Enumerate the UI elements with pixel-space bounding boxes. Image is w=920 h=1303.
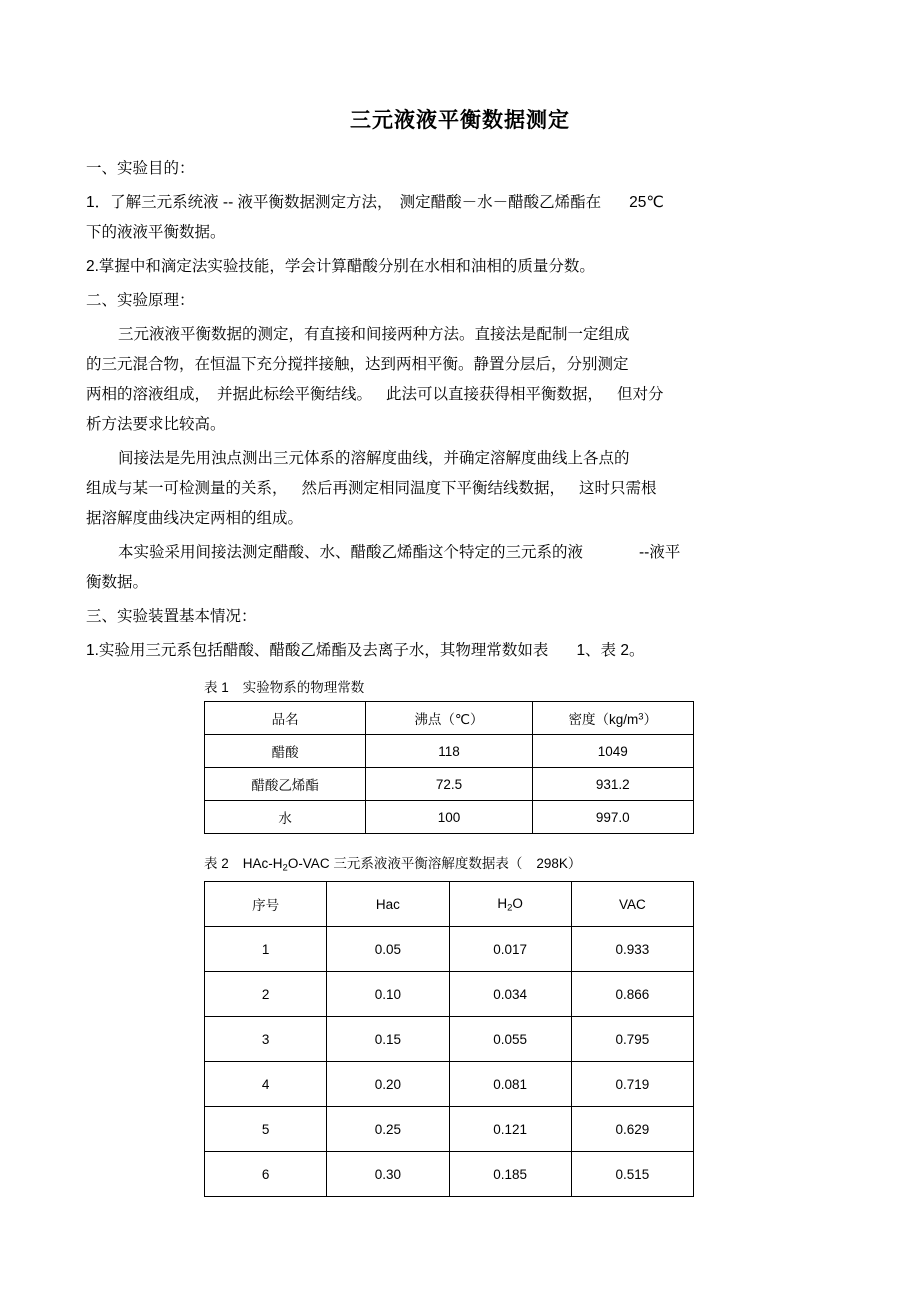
purpose-item-1-text-a: 1．了解三元系统液 -- 液平衡数据测定方法， [86,194,393,211]
table-row [205,972,694,1017]
principle-p2-line2 [86,474,834,504]
table1-header-density-suffix: ） [643,712,658,727]
table2-r1-c2: 0.034 [449,972,571,1017]
table2-header-h2o-sub: 2 [507,902,513,914]
table1-caption [204,676,834,696]
table2-r0-c0: 1 [205,927,327,972]
table2-caption-b: O-VAC 三元系液液平衡溶解度数据表（ [287,856,523,871]
table2-header-h2o-prefix: H [497,895,508,911]
table2-r1-c0: 2 [205,972,327,1017]
principle-p3-line2: 衡数据。 [86,574,149,591]
table2-header-hac: Hac [327,882,449,927]
apparatus-item-1 [86,636,834,666]
purpose-item-1-line1 [86,188,834,218]
table-row [205,1062,694,1107]
principle-p2-line2-c: 这时只需根 [579,480,657,497]
table-row [205,1107,694,1152]
apparatus-item-1-a: 1.实验用三元系包括醋酸、醋酸乙烯酯及去离子水，其物理常数如表 [86,642,549,659]
table2-r4-c1: 0.25 [327,1107,449,1152]
table2-r0-c1: 0.05 [327,927,449,972]
table1-header-density [532,702,693,735]
table2-r5-c0: 6 [205,1152,327,1197]
table1-r2-c0: 水 [205,801,366,834]
page-title: 三元液液平衡数据测定 [350,109,570,132]
physical-constants-table [204,701,694,834]
purpose-item-1-text-b: 测定醋酸－水－醋酸乙烯酯在 [399,194,602,211]
table1-r0-c0: 醋酸 [205,735,366,768]
principle-p1-line1: 三元液液平衡数据的测定，有直接和间接两种方法。直接法是配制一定组成 [118,326,630,343]
purpose-item-1-line2: 下的液液平衡数据。 [86,224,226,241]
table2-r2-c2: 0.055 [449,1017,571,1062]
table1-r2-c1: 100 [366,801,532,834]
table1-header-density-prefix: 密度（kg/m [568,712,639,727]
table1-r1-c0: 醋酸乙烯酯 [205,768,366,801]
table2-r0-c3: 0.933 [571,927,693,972]
table2-r1-c3: 0.866 [571,972,693,1017]
table-header-row [205,882,694,927]
principle-p2-line2-b: 然后再测定相同温度下平衡结线数据， [301,480,566,497]
table2-r2-c0: 3 [205,1017,327,1062]
principle-p3-line1-a: 本实验采用间接法测定醋酸、水、醋酸乙烯酯这个特定的三元系的液 [118,544,584,561]
table1-r2-c2: 997.0 [532,801,693,834]
table1-r1-c1: 72.5 [366,768,532,801]
principle-p3-line1-b: --液平 [639,544,681,561]
table1-r1-c2: 931.2 [532,768,693,801]
table2-header-h2o-suffix: O [512,895,523,911]
table-row [205,1017,694,1062]
table2-r3-c1: 0.20 [327,1062,449,1107]
table-row [205,1152,694,1197]
principle-p2-line2-a: 组成与某一可检测量的关系， [86,480,288,497]
table2-r5-c3: 0.515 [571,1152,693,1197]
apparatus-heading: 三、实验装置基本情况： [86,608,257,625]
table2-header-index: 序号 [205,882,327,927]
table2-caption-label: 表 2 [204,856,229,871]
principle-p1-line3-d: 但对分 [617,386,664,403]
table2-caption [204,852,834,873]
table1-header-boiling-point: 沸点（℃） [366,702,532,735]
table2-r4-c2: 0.121 [449,1107,571,1152]
principle-p1-line3-b: 并据此标绘平衡结线。 [217,386,373,403]
table2-r4-c0: 5 [205,1107,327,1152]
table1-r0-c2: 1049 [532,735,693,768]
table1-r0-c1: 118 [366,735,532,768]
table2-caption-a: HAc-H [242,856,283,871]
purpose-item-2: 2.掌握中和滴定法实验技能，学会计算醋酸分别在水相和油相的质量分数。 [86,258,595,275]
table2-r4-c3: 0.629 [571,1107,693,1152]
table2-r5-c1: 0.30 [327,1152,449,1197]
table1-header-name: 品名 [205,702,366,735]
table-row [205,801,694,834]
table1-header-density-sup: 3 [638,711,644,723]
table2-r2-c1: 0.15 [327,1017,449,1062]
table-row [205,927,694,972]
table2-r1-c1: 0.10 [327,972,449,1017]
table-row [205,735,694,768]
principle-p3-line1 [86,538,834,568]
principle-p1-line3-a: 两相的溶液组成， [86,386,211,403]
table2-r5-c2: 0.185 [449,1152,571,1197]
principle-p1-line3 [86,380,834,410]
apparatus-item-1-b: 1、表 2。 [576,642,645,659]
principle-heading: 二、实验原理： [86,292,195,309]
table2-r3-c0: 4 [205,1062,327,1107]
purpose-heading: 一、实验目的： [86,160,195,177]
table2-caption-sub: 2 [282,862,288,874]
table2-r2-c3: 0.795 [571,1017,693,1062]
table-row [205,768,694,801]
table2-r3-c3: 0.719 [571,1062,693,1107]
principle-p1-line3-c: 此法可以直接获得相平衡数据， [386,386,604,403]
table2-header-vac: VAC [571,882,693,927]
principle-p1-line2: 的三元混合物，在恒温下充分搅拌接触，达到两相平衡。静置分层后，分别测定 [86,356,629,373]
table2-r0-c2: 0.017 [449,927,571,972]
principle-p2-line1: 间接法是先用浊点测出三元体系的溶解度曲线，并确定溶解度曲线上各点的 [118,450,630,467]
solubility-data-table [204,881,694,1197]
table2-caption-c: 298K） [536,856,582,871]
principle-p2-line3: 据溶解度曲线决定两相的组成。 [86,510,304,527]
purpose-item-1-temp: 25℃ [629,194,664,211]
principle-p1-line4: 析方法要求比较高。 [86,416,226,433]
table1-caption-text: 实验物系的物理常数 [242,680,365,695]
table1-caption-label: 表 1 [204,680,229,695]
table2-r3-c2: 0.081 [449,1062,571,1107]
table2-header-h2o [449,882,571,927]
table-header-row [205,702,694,735]
